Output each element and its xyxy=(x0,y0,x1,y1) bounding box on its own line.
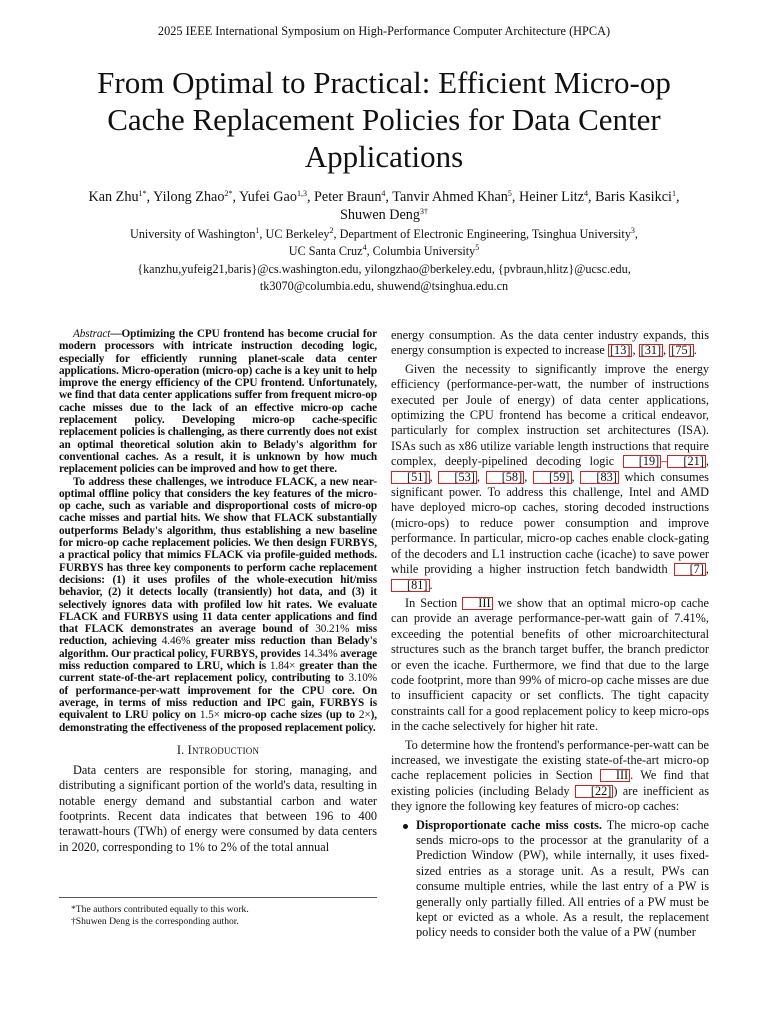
footnote: *The authors contributed equally to this work. xyxy=(71,904,249,915)
paper-title xyxy=(70,64,698,175)
author-name: Tanvir Ahmed Khan xyxy=(392,189,508,205)
right-column xyxy=(391,328,709,944)
email-line: {kanzhu,yufeig21,baris}@cs.washington.edu, yilongzhao@berkeley.edu, {pvbraun,hlitz}@ucsc.edu, xyxy=(137,261,631,276)
abstract-paragraph: To address these challenges, we introduce FLACK, a new near-optimal offline policy that considers the key features of the micro-op cache, such as variable and disproportional costs of micro-op cache misses and partial hits. We show that FLACK substantially outperforms Belady's algorithm, thus establishing a new baseline for micro-op cache replacement policies. We then design FURBYS, a practical policy that mimics FLACK via profile-guided methods. FURBYS has three key components to perform cache replacement decisions: (1) it uses profiles of the whole-execution hit/miss behavior, (2) it detects locally (transiently) hot data, and (3) it selectively ignores data with profiled low hit rates. We evaluate FLACK and FURBYS using 11 data center applications and find that FLACK demonstrates an average bound of 30.21% miss reduction, achieving 4.46% greater miss reduction than Belady's algorithm. Our practical policy, FURBYS, provides 14.34% average miss reduction compared to LRU, which is 1.84× greater than the current state-of-the-art replacement policy, contributing to 3.10% of performance-per-watt improvement for the CPU core. On average, in terms of miss reduction and IPC gain, FURBYS is equivalent to LRU policy on 1.5× micro-op cache sizes (up to 2×), demonstrating the effectiveness of the proposed replacement policy. xyxy=(59,475,377,734)
body-paragraph: In Section III we show that an optimal micro-op cache can provide an average performance-per-watt gain of 7.41%, exceeding the potential benefits of other microarchitectural structures such as the branch target buffer, the branch predictor or even the icache. Furthermore, we find that due to the large code footprint, more than 99% of micro-op cache misses are due to insufficient capacity or set conflicts. The tight capacity constraints call for a good replacement policy to keep micro-ops in the cache selectively for higher hit rate. xyxy=(391,595,709,734)
abstract-paragraph: Abstract—Optimizing the CPU frontend has become crucial for modern processors with intricate instruction decoding logic, especially for efficiently running planet-scale data center applications. Micro-operation (micro-op) cache is a key unit to help improve the energy efficiency of the CPU frontend. Unfortunately, we find that data center applications suffer from frequent micro-op cache misses due to the lack of an effective micro-op cache replacement policy. Developing micro-op cache-specific replacement policies is challenging, as there currently does not exist an optimal theoretical solution akin to Belady's algorithm for conventional caches. As a result, it is unknown by how much replacement policies can be improved and how to get there. xyxy=(59,328,377,476)
section-link[interactable]: III xyxy=(600,769,630,782)
author-list xyxy=(30,189,738,224)
footnote: †Shuwen Deng is the corresponding author. xyxy=(71,916,239,927)
affiliation: UC Berkeley xyxy=(265,227,330,241)
citation-link[interactable]: [22] xyxy=(575,785,614,798)
body-paragraph: To determine how the frontend's performance-per-watt can be increased, we investigate the existing state-of-the-art micro-op cache replacement policies in Section III . We find that existing policies (including Belady [22] ) are inefficient as they ignore the following key features of micro-op caches: xyxy=(391,737,709,814)
citation-link[interactable]: [81] xyxy=(391,579,430,592)
author-line: Kan Zhu$^{1*}$, Yilong Zhao$^{2*}$, Yufei Gao$^{1,3}$, Peter Braun$^4$, Tanvir Ahmed Khan$^5$, Heiner Litz$^4$, Baris Kasikci$^1$, xyxy=(88,189,680,205)
citation-link[interactable]: [13] xyxy=(609,343,631,358)
author-line: Shuwen Deng$^{3\dagger}$ xyxy=(340,206,428,223)
affiliation-line: UC Santa Cruz$^4$, Columbia University$^5$ xyxy=(288,243,480,259)
author-name: Peter Braun xyxy=(314,189,382,205)
affiliation: Department of Electronic Engineering, Tsinghua University xyxy=(339,227,631,241)
bullet-title: Disproportionate cache miss costs. xyxy=(416,817,602,832)
affiliation: UC Santa Cruz xyxy=(288,244,363,259)
citation-link[interactable]: [19] xyxy=(623,455,662,468)
author-name: Heiner Litz xyxy=(519,189,584,205)
conference-header: 2025 IEEE International Symposium on High-Performance Computer Architecture (HPCA) xyxy=(157,24,611,38)
citation-link[interactable]: [59] xyxy=(533,471,572,484)
title-line: From Optimal to Practical: Efficient Micro-op xyxy=(97,65,671,100)
body-paragraph: energy consumption. As the data center industry expands, this energy consumption is expected to increase [13] , [31] , [75] . xyxy=(391,328,709,358)
left-column xyxy=(59,328,377,855)
citation-link[interactable]: [83] xyxy=(580,471,619,484)
citation-link[interactable]: [31] xyxy=(640,343,662,358)
introduction-body xyxy=(59,763,377,855)
title-line: Applications xyxy=(304,139,464,174)
author-name: Baris Kasikci xyxy=(595,189,672,205)
body-paragraph: Given the necessity to significantly improve the energy efficiency (performance-per-watt, the number of instructions executed per Joule of energy) of data center applications, optimizing the CPU frontend has become a critical endeavor, particularly for complex instruction set architectures (ISA). ISAs such as x86 utilize variable length instructions that require complex, deeply-pipelined decoding logic [19] – [21] , [51] , [53] , [58] , [59] , [83] which consumes significant power. To address this challenge, Intel and AMD have deployed micro-op caches, storing decoded instructions (micro-ops) to reduce power consumption and improve performance. In particular, micro-op caches enable clock-gating of the decoders and L1 instruction cache (icache) to save power while providing a higher instruction fetch bandwidth [7] , [81] . xyxy=(391,361,709,592)
abstract-label: Abstract xyxy=(73,328,111,340)
abstract xyxy=(59,328,377,734)
citation-link[interactable]: [21] xyxy=(667,455,706,468)
citation-link[interactable]: [7] xyxy=(674,563,706,576)
bullet-item xyxy=(391,818,709,941)
section-heading-introduction: I. Introduction xyxy=(176,742,260,757)
citation-link[interactable]: [75] xyxy=(671,343,692,358)
citation-link[interactable]: [58] xyxy=(486,471,525,484)
author-name: Shuwen Deng xyxy=(340,206,420,223)
section-link[interactable]: III xyxy=(462,597,492,610)
affiliation-line: University of Washington$^1$, UC Berkeley$^2$, Department of Electronic Engineering, Tsinghua University$^3$, xyxy=(130,226,638,241)
author-name: Yufei Gao xyxy=(239,189,297,205)
title-line: Cache Replacement Policies for Data Center xyxy=(107,102,661,137)
email-line: tk3070@columbia.edu, shuwend@tsinghua.edu.cn xyxy=(259,278,509,293)
citation-link[interactable]: [53] xyxy=(438,471,477,484)
author-name: Yilong Zhao xyxy=(153,189,225,205)
bullet-text: Disproportionate cache miss costs. The micro-op cache sends micro-ops to the processor at the granularity of a Prediction Window (PW), while internally, it uses fixed-sized entries as a storage unit. As a result, PWs can consume multiple entries, while the last entry of a PW is generally only partially filled. All entries of a PW must be kept or evicted as a whole. As a result, the replacement policy needs to consider both the value of a PW (number xyxy=(416,817,709,940)
affiliation: University of Washington xyxy=(130,227,256,241)
citation-link[interactable]: [51] xyxy=(391,471,430,484)
body-paragraph: Data centers are responsible for storing, managing, and distributing a significant portion of the world's data, resulting in notable energy demand and substantial carbon and water footprints. Recent data indicates that between 196 to 400 terawatt-hours (TWh) of energy were consumed by data centers in 2020, corresponding to 1% to 2% of the total annual xyxy=(59,762,377,854)
footnotes xyxy=(59,897,377,928)
bullet-icon xyxy=(403,824,408,829)
affiliations xyxy=(30,226,738,295)
affiliation: Columbia University xyxy=(372,244,476,259)
author-name: Kan Zhu xyxy=(88,189,139,205)
